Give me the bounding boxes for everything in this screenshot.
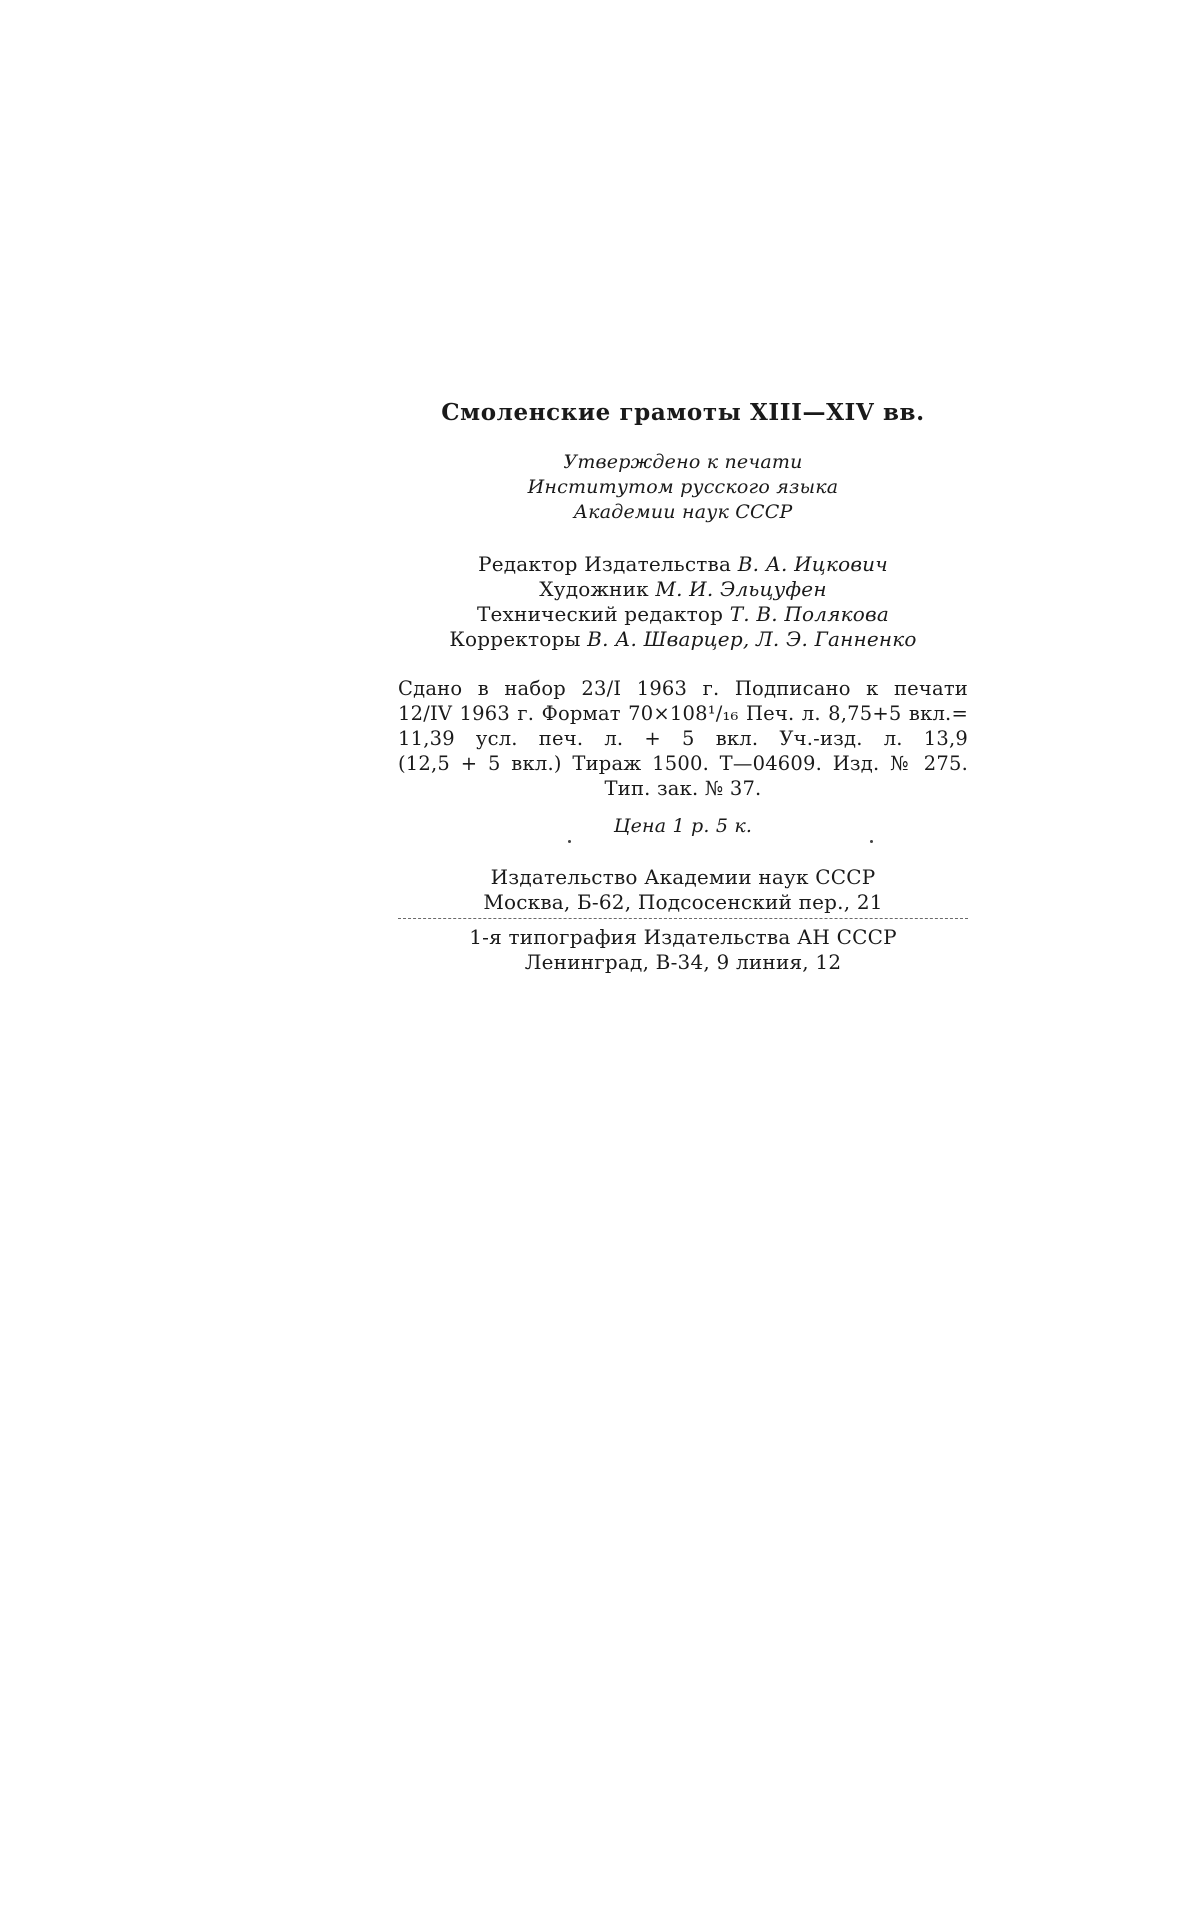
book-title: Смоленские грамоты XIII—XIV вв.	[441, 399, 925, 426]
credit-role: Редактор Издательства	[478, 552, 732, 576]
approval-line-3: Академии наук СССР	[573, 501, 793, 523]
print-speck	[870, 840, 873, 843]
credit-role: Художник	[539, 577, 649, 601]
approval-line-2: Институтом русского языка	[527, 476, 839, 498]
publisher-address: Москва, Б-62, Подсосенский пер., 21	[483, 890, 883, 914]
print-speck	[568, 840, 571, 843]
imprint-line-2: 12/IV 1963 г. Формат 70×108¹/₁₆ Печ. л. 8,75+5 вкл.=	[398, 702, 968, 725]
credit-person: В. А. Шварцер, Л. Э. Ганненко	[587, 627, 917, 651]
printer-address: Ленинград, В-34, 9 линия, 12	[524, 950, 842, 974]
printer-name: 1-я типография Издательства АН СССР	[469, 925, 897, 949]
credit-editor	[398, 552, 968, 576]
credit-proofreaders	[398, 627, 968, 651]
imprint-line-1: Сдано в набор 23/I 1963 г. Подписано к печати	[398, 677, 968, 700]
separator-rule	[398, 918, 968, 919]
credit-person: М. И. Эльцуфен	[655, 577, 827, 601]
credit-artist	[398, 577, 968, 601]
price: Цена 1 р. 5 к.	[613, 815, 753, 837]
credit-role: Технический редактор	[476, 602, 724, 626]
imprint-line-4: (12,5 + 5 вкл.) Тираж 1500. Т—04609. Изд. № 275.	[398, 752, 968, 775]
credit-person: Т. В. Полякова	[729, 602, 890, 626]
credit-person: В. А. Ицкович	[737, 552, 888, 576]
credit-role: Корректоры	[449, 627, 581, 651]
imprint-line-5: Тип. зак. № 37.	[604, 777, 762, 800]
approval-line-1: Утверждено к печати	[563, 451, 803, 473]
publisher-name: Издательство Академии наук СССР	[490, 865, 876, 889]
credit-technical-editor	[398, 602, 968, 626]
imprint-line-3: 11,39 усл. печ. л. + 5 вкл. Уч.-изд. л. 13,9	[398, 727, 968, 750]
